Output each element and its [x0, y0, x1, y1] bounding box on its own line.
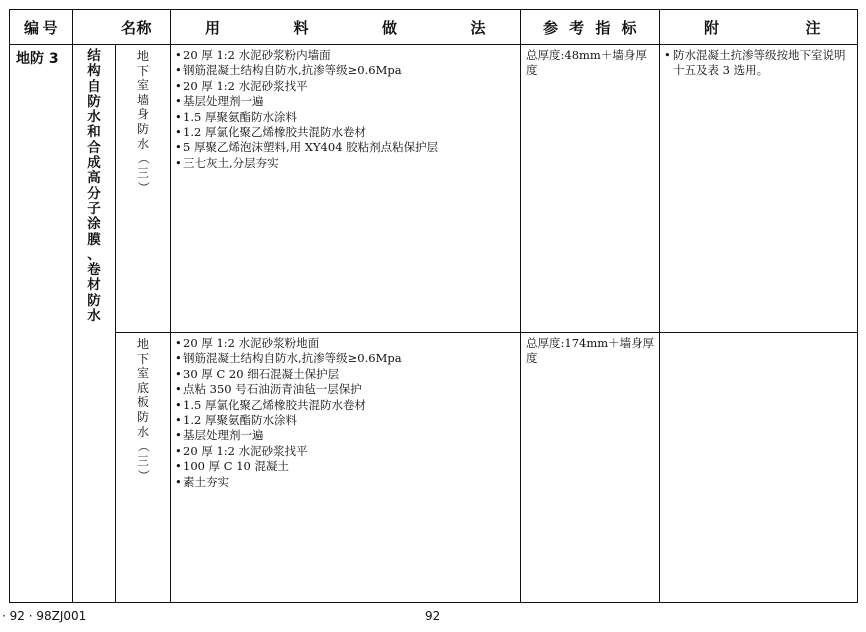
sub-name: 地 下 室 墙 身 防 水 （ 三 ）	[116, 45, 171, 333]
list-item: • 三七灰土,分层夯实	[175, 156, 516, 171]
list-item: • 100 厚 C 10 混凝土	[175, 459, 516, 474]
list-item: • 基层处理剂一遍	[175, 428, 516, 443]
list-item: • 1.2 厚聚氨酯防水涂料	[175, 413, 516, 428]
header-ref: 参 考 指 标	[521, 10, 660, 45]
table-row	[10, 333, 858, 603]
method-cell	[171, 45, 521, 333]
list-item: • 点粘 350 号石油沥青油毡一层保护	[175, 382, 516, 397]
method-steps	[171, 45, 520, 171]
table-row	[10, 45, 858, 333]
header-code: 编 号	[10, 10, 73, 45]
list-item: • 20 厚 1:2 水泥砂浆找平	[175, 79, 516, 94]
header-row	[10, 10, 858, 45]
method-steps	[171, 333, 520, 490]
method-cell	[171, 333, 521, 603]
list-item: • 20 厚 1:2 水泥砂浆粉内墙面	[175, 48, 516, 63]
ref-cell: 总厚度:48mm＋墙身厚度	[521, 45, 660, 333]
sub-name: 地 下 室 底 板 防 水 （ 三 ）	[116, 333, 171, 603]
page-number: 92	[425, 609, 441, 623]
group-name-vertical: 结 构 自 防 水 和 合 成 高 分 子 涂 膜 、 卷 材 防 水	[87, 48, 101, 325]
list-item: • 30 厚 C 20 细石混凝土保护层	[175, 367, 516, 382]
group-name	[73, 45, 116, 603]
group-code: 地防 3	[10, 45, 73, 603]
header-name: 名 称	[73, 10, 171, 45]
ref-cell: 总厚度:174mm＋墙身厚度	[521, 333, 660, 603]
page-footer-left: · 92 · 98ZJ001	[2, 609, 87, 623]
list-item: • 1.2 厚氯化聚乙烯橡胶共混防水卷材	[175, 125, 516, 140]
header-method: 用 料 做 法	[171, 10, 521, 45]
list-item: • 1.5 厚氯化聚乙烯橡胶共混防水卷材	[175, 398, 516, 413]
list-item: • 素土夯实	[175, 475, 516, 490]
list-item: • 基层处理剂一遍	[175, 94, 516, 109]
list-item: • 5 厚聚乙烯泡沫塑料,用 XY404 胶粘剂点粘保护层	[175, 140, 516, 155]
header-note: 附 注	[660, 10, 858, 45]
note-cell: • 防水混凝土抗渗等级按地下室说明十五及表 3 选用。	[660, 45, 858, 333]
list-item: • 1.5 厚聚氨酯防水涂料	[175, 110, 516, 125]
list-item: • 20 厚 1:2 水泥砂浆找平	[175, 444, 516, 459]
list-item: • 钢筋混凝土结构自防水,抗渗等级≥0.6Mpa	[175, 351, 516, 366]
list-item: • 20 厚 1:2 水泥砂浆粉地面	[175, 336, 516, 351]
list-item: • 钢筋混凝土结构自防水,抗渗等级≥0.6Mpa	[175, 63, 516, 78]
note-cell	[660, 333, 858, 603]
spec-table	[9, 9, 858, 603]
